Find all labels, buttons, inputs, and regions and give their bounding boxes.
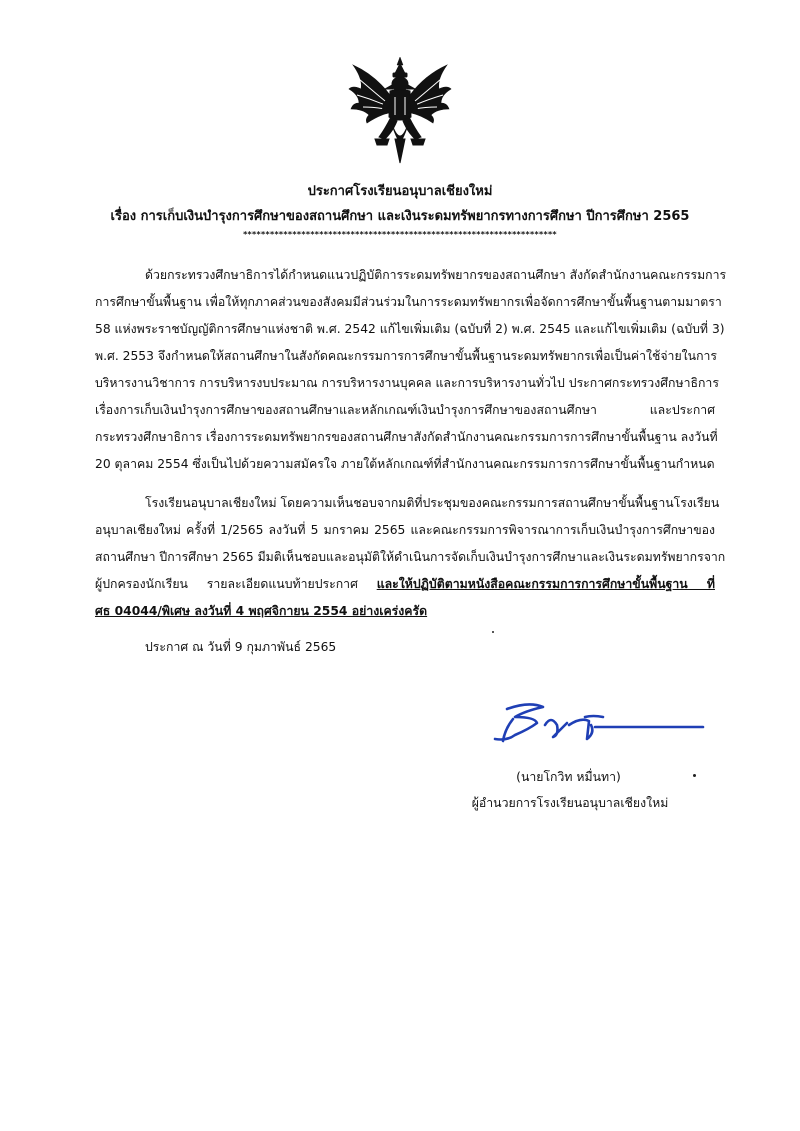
paragraph-2-line-5-emphasis: ศธ 04044/พิเศษ ลงวันที่ 4 พฤศจิกายน 2554 อย่างเคร่งครัด [95, 604, 428, 618]
paragraph-1-line-1: ด้วยกระทรวงศึกษาธิการได้กำหนดแนวปฏิบัติการระดมทรัพยากรของสถานศึกษา สังกัดสำนักงานคณะกรรมการ [145, 268, 727, 282]
paragraph-1-line-7: กระทรวงศึกษาธิการ เรื่องการระดมทรัพยากรของสถานศึกษาสังกัดสำนักงานคณะกรรมการการศึกษาขั้นพื้นฐาน ลงวันที่ [95, 430, 718, 444]
paragraph-2-line-4 [95, 574, 715, 594]
title-separator: ********************************************************************** [243, 230, 557, 239]
announcement-date: ประกาศ ณ วันที่ 9 กุมภาพันธ์ 2565 [145, 640, 337, 654]
paragraph-2-line-4-text: ผู้ปกครองนักเรียน รายละเอียดแนบท้ายประกาศ [95, 577, 377, 591]
document-title: ประกาศโรงเรียนอนุบาลเชียงใหม่ [307, 184, 493, 199]
garuda-emblem-icon [345, 55, 455, 165]
paragraph-1-line-6: เรื่องการเก็บเงินบำรุงการศึกษาของสถานศึกษาและหลักเกณฑ์เงินบำรุงการศึกษาของสถานศึกษา และประกาศ [95, 403, 715, 417]
paragraph-2-line-3: สถานศึกษา ปีการศึกษา 2565 มีมติเห็นชอบและอนุมัติให้ดำเนินการจัดเก็บเงินบำรุงการศึกษาและเงินระดมทรัพยากรจาก [95, 550, 726, 564]
paragraph-2-line-1: โรงเรียนอนุบาลเชียงใหม่ โดยความเห็นชอบจากมติที่ประชุมของคณะกรรมการสถานศึกษาขั้นพื้นฐานโรงเรียน [145, 496, 720, 510]
signatory-name: (นายโกวิท หมื่นทา) [516, 770, 621, 784]
paragraph-1-line-4: พ.ศ. 2553 จึงกำหนดให้สถานศึกษาในสังกัดคณะกรรมการการศึกษาขั้นพื้นฐานระดมทรัพยากรเพื่อเป็นค่าใช้จ่ายในการ [95, 349, 718, 363]
paragraph-2-line-4-emphasis: และให้ปฏิบัติตามหนังสือคณะกรรมการการศึกษาขั้นพื้นฐาน ที่ [376, 577, 715, 591]
paragraph-2-line-5 [95, 601, 715, 621]
speck-mark [693, 774, 696, 777]
paragraph-1-line-8: 20 ตุลาคม 2554 ซึ่งเป็นไปด้วยความสมัครใจ ภายใต้หลักเกณฑ์ที่สำนักงานคณะกรรมการการศึกษาขั้นพื้นฐานกำหนด [95, 457, 715, 471]
speck-mark [492, 631, 494, 633]
paragraph-1-line-5: บริหารงานวิชาการ การบริหารงบประมาณ การบริหารงานบุคคล และการบริหารงานทั่วไป ประกาศกระทรวงศึกษาธิการ [95, 376, 719, 390]
paragraph-2-line-2: อนุบาลเชียงใหม่ ครั้งที่ 1/2565 ลงวันที่ 5 มกราคม 2565 และคณะกรรมการพิจารณาการเก็บเงินบำรุงการศึกษาของ [95, 523, 715, 537]
paragraph-1-line-3: 58 แห่งพระราชบัญญัติการศึกษาแห่งชาติ พ.ศ. 2542 แก้ไขเพิ่มเติม (ฉบับที่ 2) พ.ศ. 2545 และแก้ไขเพิ่มเติม (ฉบับที่ 3) [95, 322, 725, 336]
handwritten-signature [485, 695, 705, 755]
document-subject: เรื่อง การเก็บเงินบำรุงการศึกษาของสถานศึกษา และเงินระดมทรัพยากรทางการศึกษา ปีการศึกษา 2565 [110, 209, 690, 224]
signatory-position: ผู้อำนวยการโรงเรียนอนุบาลเชียงใหม่ [471, 796, 669, 810]
paragraph-1-line-2: การศึกษาขั้นพื้นฐาน เพื่อให้ทุกภาคส่วนของสังคมมีส่วนร่วมในการระดมทรัพยากรเพื่อจัดการศึกษาขั้นพื้นฐานตามมาตรา [95, 295, 722, 309]
